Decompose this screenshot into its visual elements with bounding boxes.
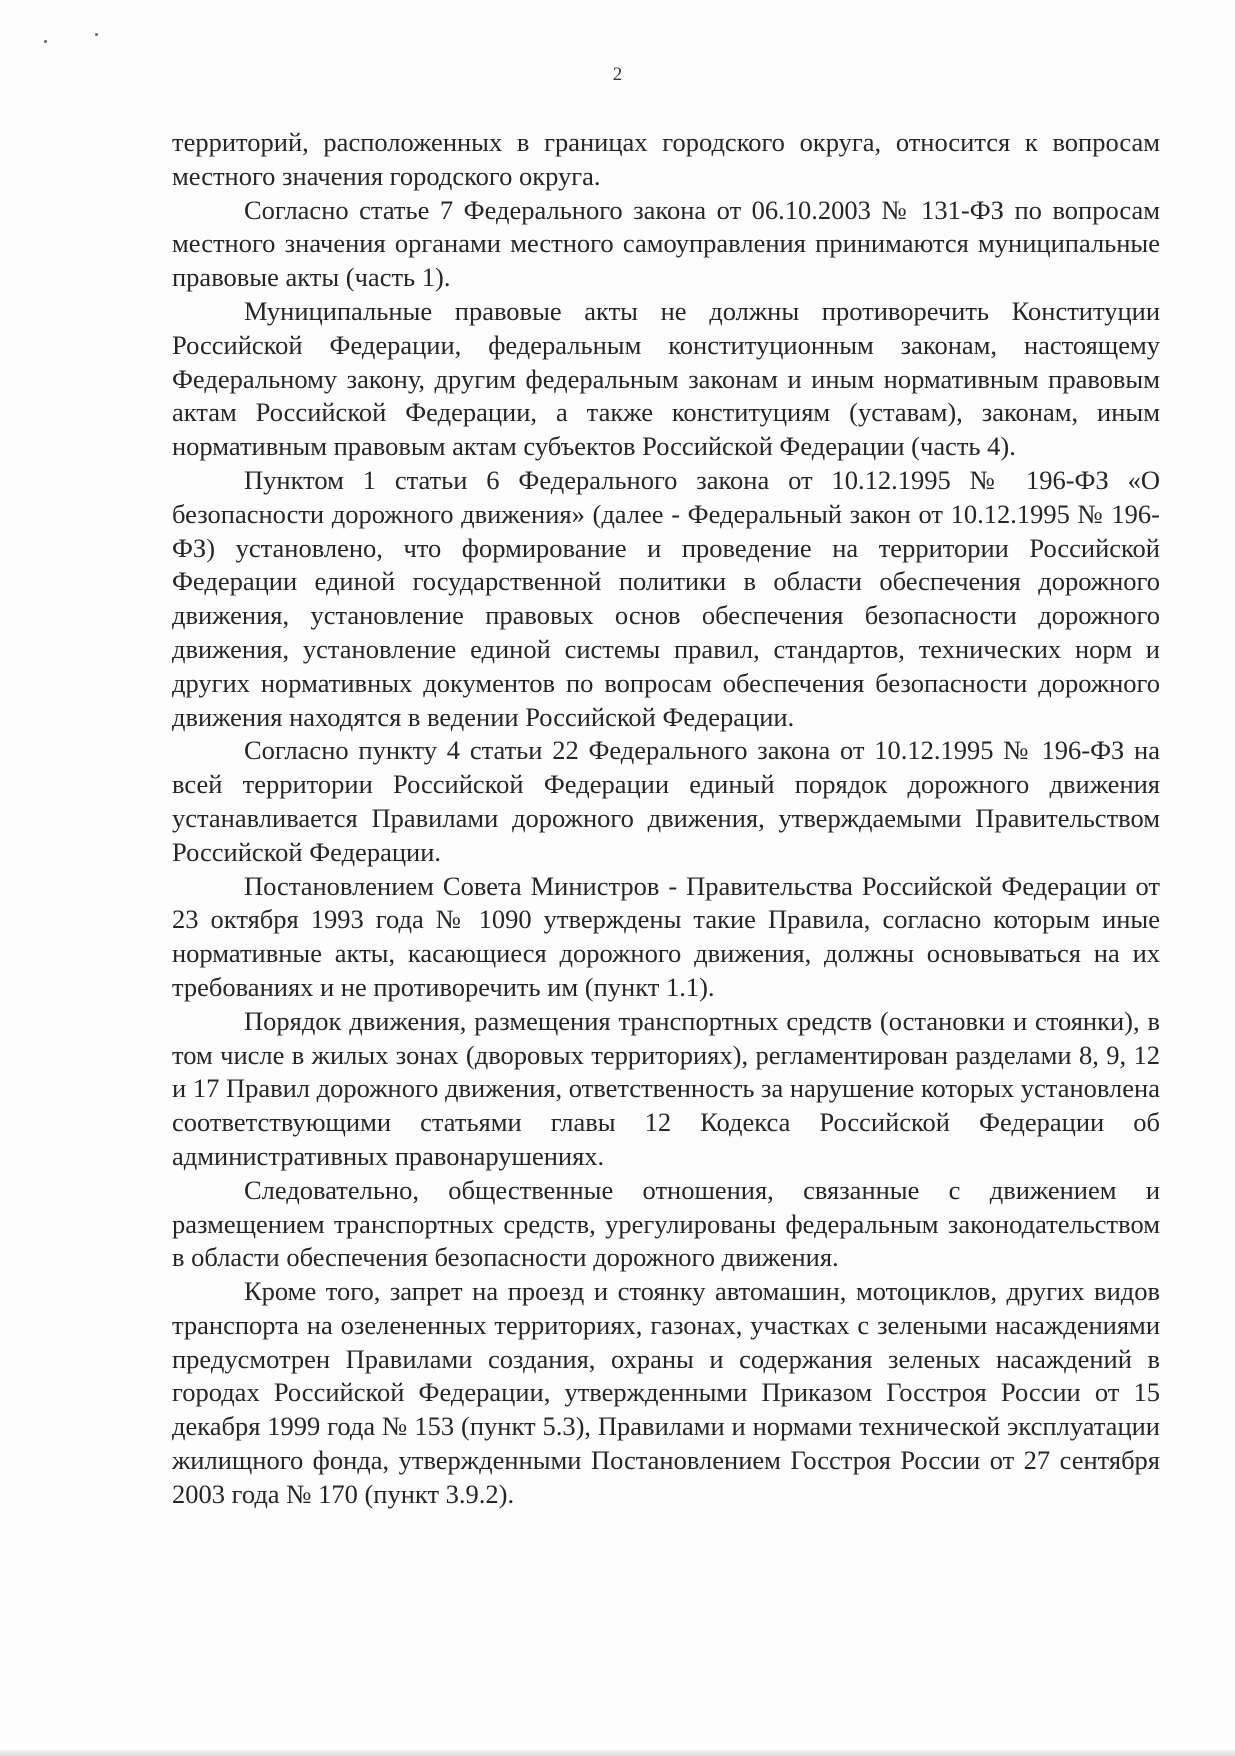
scan-speck — [44, 40, 47, 43]
paragraph: территорий, расположенных в границах городского округа, относится к вопросам местного значения городского округа. — [172, 127, 1160, 191]
page-number: 2 — [612, 64, 623, 85]
document-body — [172, 126, 1160, 1512]
paragraph: Муниципальные правовые акты не должны противоречить Конституции Российской Федерации, федеральным конституционным законам, настоящему Федеральному закону, другим федеральным законам и иным нормативным правовым актам Российской Федерации, а также конституциям (уставам), законам, иным нормативным правовым актам субъектов Российской Федерации (часть 4). — [172, 295, 1160, 462]
paragraph: Кроме того, запрет на проезд и стоянку автомашин, мотоциклов, других видов транспорта на озелененных территориях, газонах, участках с зелеными насаждениями предусмотрен Правилами создания, охраны и содержания зеленых насаждений в городах Российской Федерации, утвержденными Приказом Госстроя России от 15 декабря 1999 года № 153 (пункт 5.3), Правилами и нормами технической эксплуатации жилищного фонда, утвержденными Постановлением Госстроя России от 27 сентября 2003 года № 170 (пункт 3.9.2). — [172, 1276, 1160, 1509]
paragraph: Следовательно, общественные отношения, связанные с движением и размещением транспортных средств, урегулированы федеральным законодательством в области обеспечения безопасности дорожного движения. — [172, 1174, 1160, 1273]
paragraph: Постановлением Совета Министров - Правительства Российской Федерации от 23 октября 1993 года № 1090 утверждены такие Правила, согласно которым иные нормативные акты, касающиеся дорожного движения, должны основываться на их требованиях и не противоречить им (пункт 1.1). — [172, 870, 1160, 1002]
paragraph: Порядок движения, размещения транспортных средств (остановки и стоянки), в том числе в жилых зонах (дворовых территориях), регламентирован разделами 8, 9, 12 и 17 Правил дорожного движения, ответственность за нарушение которых установлена соответствующими статьями главы 12 Кодекса Российской Федерации об административных правонарушениях. — [172, 1005, 1160, 1171]
paragraph: Согласно пункту 4 статьи 22 Федерального закона от 10.12.1995 № 196-ФЗ на всей территории Российской Федерации единый порядок дорожного движения устанавливается Правилами дорожного движения, утверждаемыми Правительством Российской Федерации. — [172, 735, 1160, 867]
scan-bottom-edge — [0, 1750, 1235, 1756]
paragraph: Пунктом 1 статьи 6 Федерального закона от 10.12.1995 № 196-ФЗ «О безопасности дорожного движения» (далее - Федеральный закон от 10.12.1995 № 196-ФЗ) установлено, что формирование и проведение на территории Российской Федерации единой государственной политики в области обеспечения дорожного движения, установление правовых основ обеспечения безопасности дорожного движения, установление единой системы правил, стандартов, технических норм и других нормативных документов по вопросам обеспечения безопасности дорожного движения находятся в ведении Российской Федерации. — [172, 464, 1160, 732]
paragraph: Согласно статье 7 Федерального закона от 06.10.2003 № 131-ФЗ по вопросам местного значения органами местного самоуправления принимаются муниципальные правовые акты (часть 1). — [172, 194, 1160, 293]
scan-speck — [95, 33, 98, 36]
